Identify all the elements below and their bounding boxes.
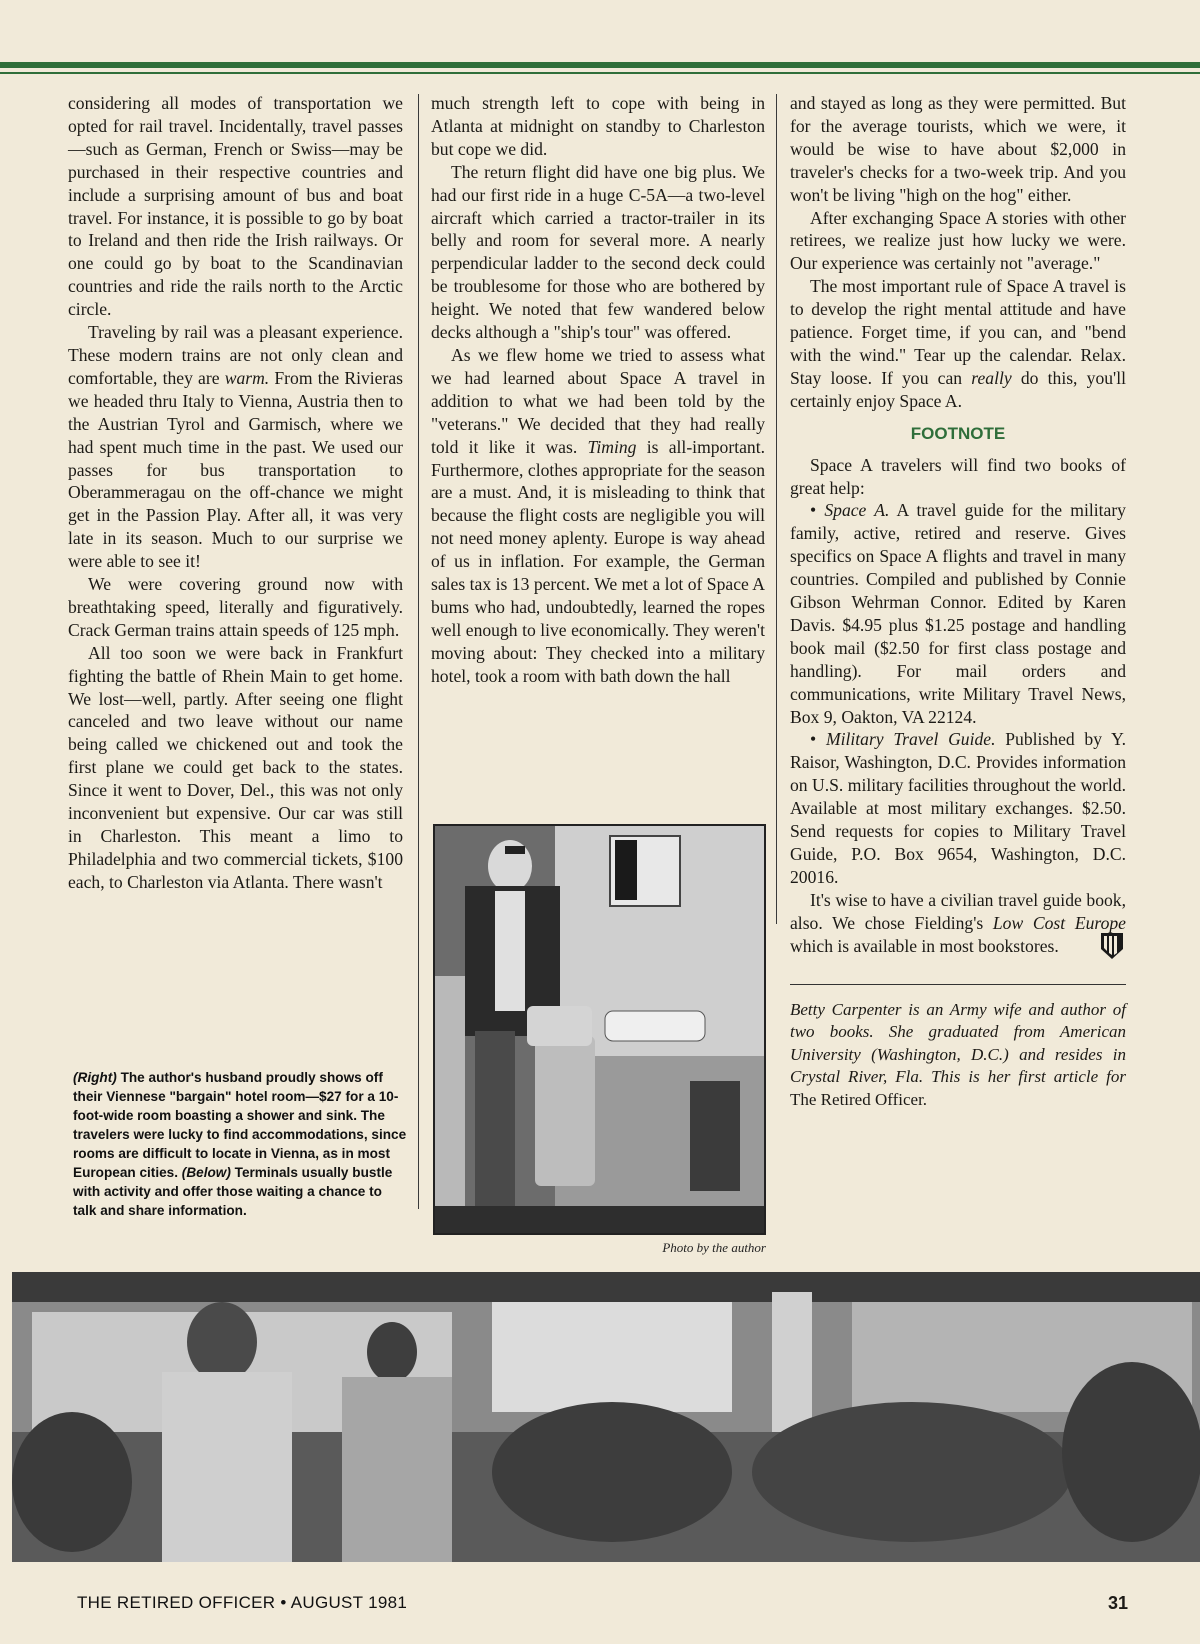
- footnote-item: [790, 499, 1126, 728]
- terminal-image: [12, 1272, 1200, 1562]
- article-column-1: [68, 92, 403, 894]
- photo-caption: [73, 1068, 408, 1220]
- hotel-room-image: [435, 826, 764, 1233]
- page-number: 31: [1107, 1593, 1128, 1613]
- emphasis: warm.: [224, 367, 270, 388]
- paragraph: After exchanging Space A stories with other retirees, we realize just how lucky we were. Our experience was certainly not "average.": [790, 207, 1126, 274]
- paragraph: much strength left to cope with being in Atlanta at midnight on standby to Charleston but cope we did.: [431, 93, 765, 159]
- bullet: •: [810, 729, 817, 750]
- emphasis: Timing: [587, 436, 637, 457]
- paragraph: All too soon we were back in Frankfurt fighting the battle of Rhein Main to get home. We lost—well, partly. After seeing one flight canceled and two leave without our name being called we chickened out and took the first plane we could get back to the states. Since it went to Dover, Del., this was not only inconvenient but expensive. Our car was still in Charleston. This meant a limo to Philadelphia and two commercial tickets, $100 each, to Charleston via Atlanta. There wasn't: [68, 642, 403, 892]
- emphasis: really: [971, 367, 1012, 388]
- hotel-room-photo: [433, 824, 766, 1235]
- bullet: •: [810, 500, 817, 521]
- paragraph: We were covering ground now with breathtaking speed, literally and figuratively. Crack German trains attain speeds of 125 mph.: [68, 574, 403, 640]
- text: The most important rule of Space A travel is to develop the right mental attitude and have patience. Forget time, if you can, and "bend with the wind." Tear up the calendar. Relax. Stay loose. If you can: [790, 276, 1126, 388]
- top-rule: [0, 62, 1200, 68]
- column-divider: [418, 94, 419, 1209]
- footnote-heading: FOOTNOTE: [910, 423, 1006, 443]
- book-title: Low Cost Europe: [992, 912, 1126, 933]
- paragraph: [790, 889, 1126, 958]
- book-title: Space A.: [824, 500, 890, 521]
- caption-label: (Right): [73, 1070, 117, 1085]
- footnote-item: [790, 728, 1126, 888]
- text: It's wise to have a civilian travel guide book, also. We chose Fielding's: [790, 889, 1126, 933]
- paragraph: and stayed as long as they were permitted. But for the average tourists, which we were, it would be wise to have about $2,000 in traveler's checks for a two-week trip. And you won't be living "high on the hog" either.: [790, 93, 1126, 205]
- terminal-photo: [12, 1272, 1200, 1562]
- text: As we flew home we tried to assess what we had learned about Space A travel in addition to what we had been told by the "veterans." We decided that they had really told it like it was.: [431, 344, 765, 457]
- column-divider: [776, 94, 777, 924]
- photo-credit: Photo by the author: [662, 1240, 766, 1255]
- caption-text: The author's husband proudly shows off their Viennese "bargain" hotel room—$27 for a 10-foot-wide room boasting a shower and sink. The travelers were lucky to find accommodations, since rooms are difficult to locate in Vienna, as in most European cities.: [73, 1070, 407, 1180]
- top-rule-thin: [0, 72, 1200, 74]
- paragraph: [790, 275, 1126, 412]
- text: From the Rivieras we headed thru Italy to Vienna, Austria then to the Austrian Tyrol and Garmisch, where we had spent much time in the past. We used our passes for bus transportation to Oberammeragau on the off-chance we might get in the Passion Play. After all, it was very late in its season. Much to our surprise we were able to see it!: [68, 367, 404, 572]
- paragraph: [68, 321, 403, 573]
- article-column-2: [431, 92, 765, 688]
- paragraph: Space A travelers will find two books of great help:: [790, 454, 1126, 498]
- end-mark-icon: [1098, 931, 1126, 961]
- text: do this, you'll certainly enjoy Space A.: [790, 367, 1126, 411]
- paragraph: [431, 344, 765, 688]
- text: Published by Y. Raisor, Washington, D.C. Provides information on U.S. military facilities throughout the world. Available at most military exchanges. $2.50. Send requests for copies to Military Travel Guide, P.O. Box 9654, Washington, D.C. 20016.: [790, 729, 1126, 887]
- author-bio: [790, 999, 1126, 1112]
- article-column-3: [790, 92, 1126, 1111]
- text: Betty Carpenter is an Army wife and author of two books. She graduated from American University (Washington, D.C.) and resides in Crystal River, Fla. This is her first article for: [790, 999, 1126, 1087]
- text: A travel guide for the military family, active, retired and reserve. Gives specifics on Space A flights and travel in many countries. Compiled and published by Connie Gibson Wehrman Connor. Edited by Karen Davis. $4.95 plus $1.25 postage and handling book mail ($2.50 for first class postage and handling). For mail orders and communications, write Military Travel News, Box 9, Oakton, VA 22124.: [790, 500, 1126, 727]
- text: which is available in most bookstores.: [790, 935, 1059, 956]
- caption-label: (Below): [181, 1165, 231, 1180]
- text: is all-important. Furthermore, clothes appropriate for the season are a must. And, it is misleading to think that because the flight costs are negligible you will not need money aplenty. Europe is way ahead of us in inflation. For example, the German sales tax is 13 percent. We met a lot of Space A bums who had, undoubtedly, learned the ropes well enough to live economically. They weren't moving about: They checked into a military hotel, took a room with bath down the hall: [431, 436, 765, 686]
- bio-divider: [790, 984, 1126, 985]
- paragraph: The return flight did have one big plus. We had our first ride in a huge C-5A—a two-level aircraft which carried a tractor-trailer in its belly and room for several more. A nearly perpendicular ladder to the second deck could be troublesome for those who are bothered by height. We noted that few wandered below decks although a "ship's tour" was offered.: [431, 161, 765, 343]
- text: Traveling by rail was a pleasant experience. These modern trains are not only clean and comfortable, they are: [68, 322, 403, 388]
- page-footer: THE RETIRED OFFICER • AUGUST 1981: [77, 1593, 408, 1612]
- caption-text: Terminals usually bustle with activity and offer those waiting a chance to talk and share information.: [73, 1165, 393, 1218]
- paragraph: considering all modes of transportation we opted for rail travel. Incidentally, travel passes—such as German, French or Swiss—may be purchased in their respective countries and include a surprising amount of bus and boat travel. For instance, it is possible to go by boat to Ireland and then ride the Irish railways. Or one could go by boat to the Scandinavian countries and ride the rails north to the Arctic circle.: [68, 93, 403, 320]
- publication-name: The Retired Officer.: [790, 1089, 928, 1109]
- book-title: Military Travel Guide.: [825, 729, 996, 750]
